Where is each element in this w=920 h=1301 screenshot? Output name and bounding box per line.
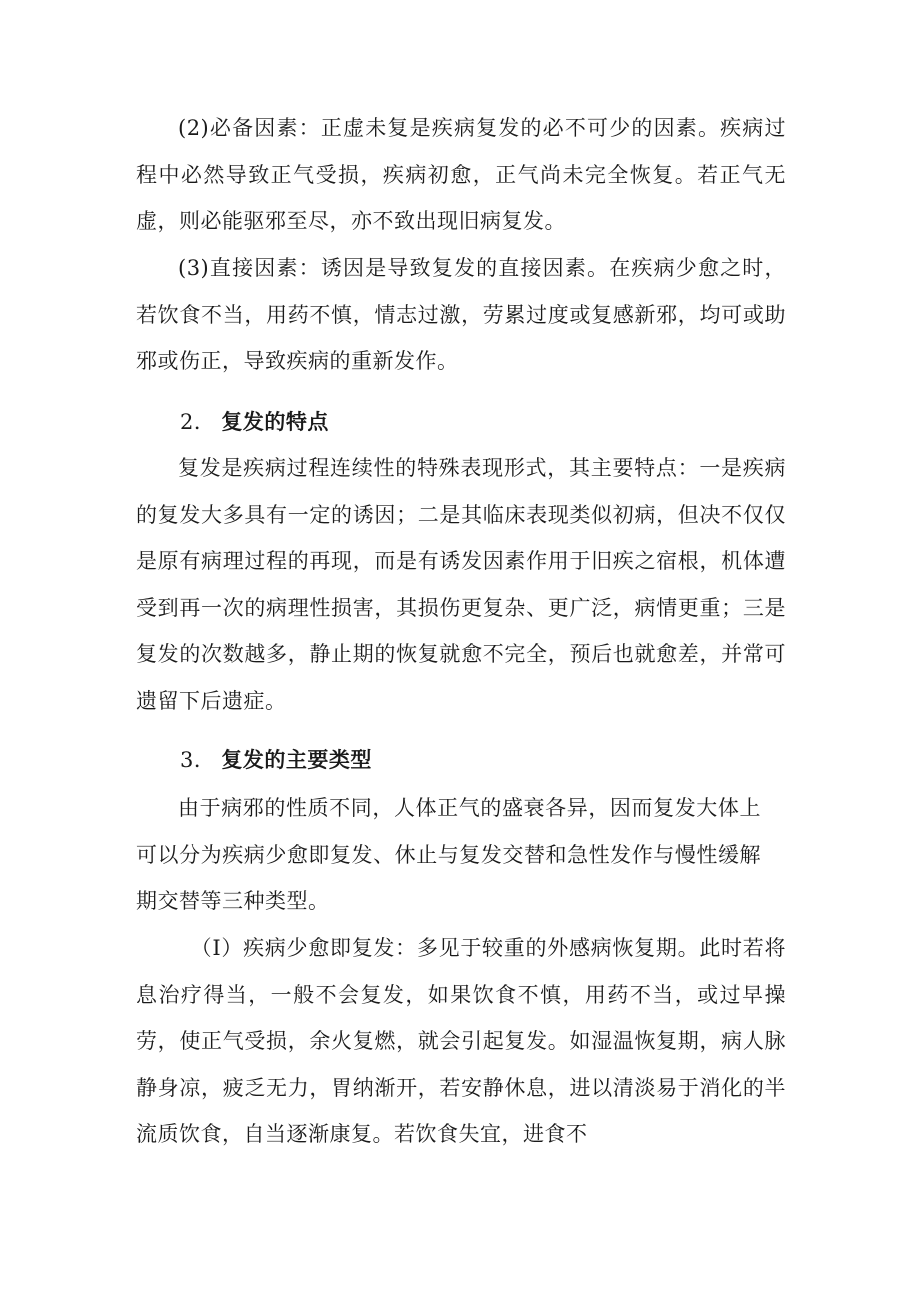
- section-heading-types: [180, 745, 372, 775]
- heading-title: 复发的主要类型: [221, 748, 372, 772]
- paragraph-necessary-factor: (2)必备因素：正虚未复是疾病复发的必不可少的因素。疾病过程中必然导致正气受损，疾病初愈，正气尚未完全恢复。若正气无虚，则必能驱邪至尽，亦不致出现旧病复发。: [136, 116, 786, 233]
- heading-number: 2．: [180, 410, 216, 434]
- paragraph-types-intro: 由于病邪的性质不同，人体正气的盛衰各异，因而复发大体上可以分为疾病少愈即复发、休止与复发交替和急性发作与慢性缓解期交替等三种类型。: [136, 796, 761, 913]
- paragraph-direct-factor: (3)直接因素：诱因是导致复发的直接因素。在疾病少愈之时，若饮食不当，用药不慎，情志过激，劳累过度或复感新邪，均可或助邪或伤正，导致疾病的重新发作。: [136, 256, 786, 373]
- paragraph-features: 复发是疾病过程连续性的特殊表现形式，其主要特点：一是疾病的复发大多具有一定的诱因；二是其临床表现类似初病，但决不仅仅是原有病理过程的再现，而是有诱发因素作用于旧疾之宿根，机体遭受到再一次的病理性损害，其损伤更复杂、更广泛，病情更重；三是复发的次数越多，静止期的恢复就愈不完全，预后也就愈差，并常可遗留下后遗症。: [136, 456, 786, 713]
- paragraph-type-one: （I）疾病少愈即复发：多见于较重的外感病恢复期。此时若将息治疗得当，一般不会复发，如果饮食不慎，用药不当，或过早操劳，使正气受损，余火复燃，就会引起复发。如湿温恢复期，病人脉静身凉，疲乏无力，胃纳渐开，若安静休息，进以清淡易于消化的半流质饮食，自当逐渐康复。若饮食失宜，进食不: [136, 936, 786, 1146]
- section-heading-features: [180, 407, 329, 437]
- heading-title: 复发的特点: [221, 410, 329, 434]
- heading-number: 3．: [180, 748, 216, 772]
